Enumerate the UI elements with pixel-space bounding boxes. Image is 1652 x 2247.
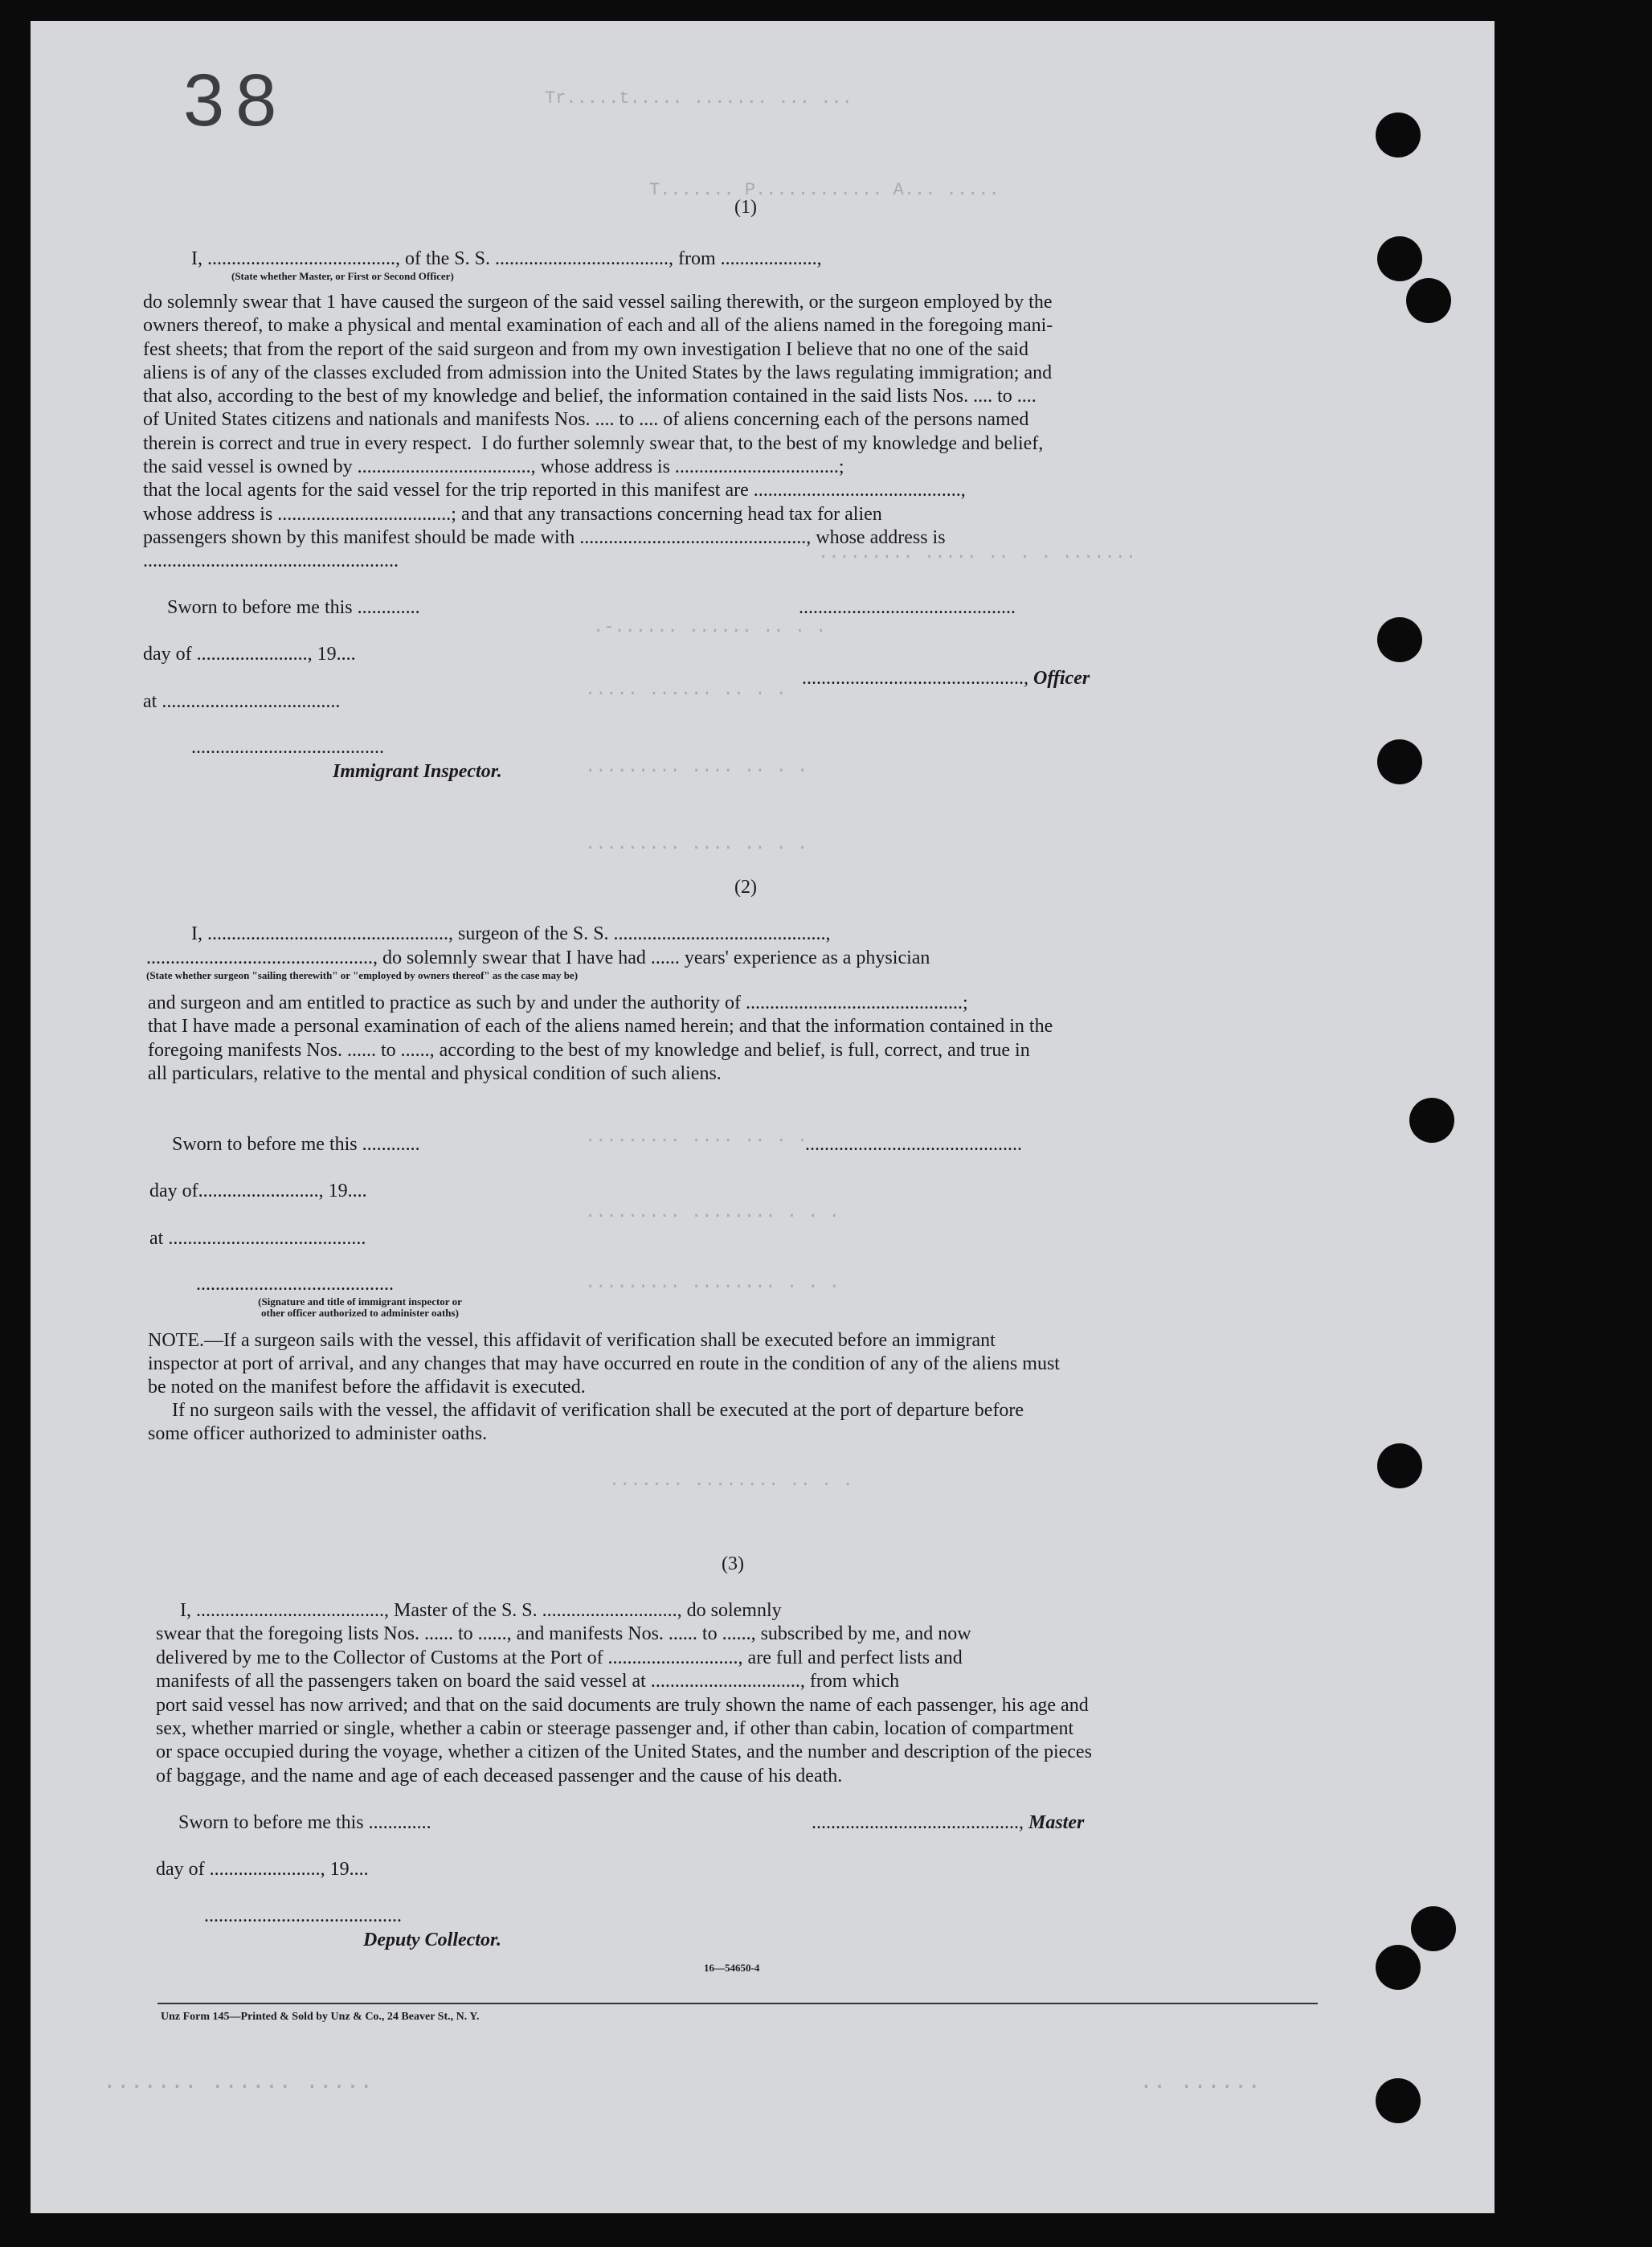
punch-hole (1376, 113, 1421, 158)
section-2-day: day of........................., 19.... (149, 1181, 367, 1201)
master-line: ..........................................., Master (812, 1812, 1085, 1833)
section-1-inspector-label: Immigrant Inspector. (333, 761, 502, 782)
bleed-through-text: .-...... ...... .. . . (593, 617, 827, 637)
section-2-signature-line: ......................................... (196, 1274, 394, 1295)
bleed-through-text: ......... .... .. . . (585, 757, 808, 777)
deputy-collector-label: Deputy Collector. (363, 1930, 501, 1950)
section-2-body: and surgeon and am entitled to practice as such by and under the authority of .............................................; that I have made a personal examination of each of the aliens named herein; and that the information contained in the foregoing manifests Nos. ...... to ......, according to the best of my knowledge and belief, is full, correct, and true in all particulars, relative to the mental and physical condition of such aliens. (148, 993, 1053, 1084)
bleed-through-text: ....... ...... ..... (103, 2070, 374, 2095)
section-1-note: (State whether Master, or First or Second Officer) (231, 270, 454, 282)
verification-note: NOTE.—If a surgeon sails with the vessel, this affidavit of verification shall be executed before an immigrant inspector at port of arrival, and any changes that may have occurred en route in the condition of any of the aliens must be noted on the manifest before the affidavit is executed. If no surgeon sails with the vessel, the affidavit of verification shall be executed at the port of departure before some officer authorized to administer oaths. (148, 1330, 1060, 1444)
section-1-sworn: Sworn to before me this ............. (167, 597, 420, 618)
section-1-opening-line: I, ......................................., of the S. S. ...................................., from ...................., (191, 248, 822, 269)
section-2-signature-note-2: other officer authorized to administer oaths) (261, 1307, 459, 1319)
section-2-right-line: ............................................. (805, 1134, 1022, 1155)
form-code: 16—54650-4 (704, 1962, 760, 1974)
punch-hole (1409, 1098, 1454, 1143)
section-3-day: day of ......................., 19.... (156, 1859, 369, 1880)
section-1-signature-line: ........................................ (191, 737, 384, 758)
section-1-body: do solemnly swear that 1 have caused the surgeon of the said vessel sailing therewith, or the surgeon employed by the owners thereof, to make a physical and mental examination of each and all of the aliens named in the foregoing mani- fest sheets; that from the report of the said surgeon and from my own investigation I believe that no one of the said aliens is of any of the classes excluded from admission into the United States by the laws regulating immigration; and that also, according to the best of my knowledge and belief, the information contained in the said lists Nos. .... to .... of United States citizens and nationals and manifests Nos. .... to .... of aliens concerning each of the persons named therein is correct and true in every respect. I do further solemnly swear that, to the best of my knowledge and belief, the said vessel is owned by ...................................., whose address is ..................................; that the local agents for the said vessel for the trip reported in this manifest are ..........................................., whose address is ....................................; and that any transactions concerning head tax for alien passengers shown by this manifest should be made with ..............................................., whose address is ..................................................... (143, 292, 1053, 572)
bleed-through-text: ......... .... .. . . (585, 834, 808, 854)
footer-rule (157, 2003, 1318, 2004)
section-1-right-line: ............................................. (799, 597, 1016, 618)
punch-hole (1377, 236, 1422, 281)
printer-footer: Unz Form 145—Printed & Sold by Unz & Co., 24 Beaver St., N. Y. (161, 2011, 480, 2023)
section-1-at: at ..................................... (143, 691, 341, 712)
page-number: 38 (183, 59, 288, 141)
section-2-note: (State whether surgeon "sailing therewith" or "employed by owners thereof" as the case may be) (146, 969, 579, 981)
bleed-through-text: ......... ..... .. . . ....... (818, 543, 1137, 563)
punch-hole (1376, 1945, 1421, 1990)
officer-label: Officer (1033, 668, 1090, 689)
bleed-through-text: ....... ........ .. . . (609, 1471, 853, 1491)
section-3-number: (3) (722, 1553, 744, 1574)
section-1-number: (1) (734, 197, 757, 218)
section-1-officer-line: .............................................., Officer (802, 668, 1090, 689)
section-2-sworn: Sworn to before me this ............ (172, 1134, 420, 1155)
section-3-body: I, ......................................., Master of the S. S. ............................, do solemnly swear that the foregoing lists Nos. ...... to ......, and manifests Nos. ...... to ......, subscribed by me, and now delivered by me to the Collector of Customs at the Port of ..........................., are full and perfect lists and manifests of all the passengers taken on board the said vessel at ..............................., from which port said vessel has now arrived; and that on the said documents are truly shown the name of each passenger, his age and sex, whether married or single, whether a cabin or steerage passenger and, if other than cabin, location of compartment or space occupied during the voyage, whether a citizen of the United States, and the number and description of the pieces of baggage, and the name and age of each deceased passenger and the cause of his death. (156, 1600, 1092, 1787)
bleed-through-text: ......... ........ . . . (585, 1202, 840, 1222)
bleed-through-text: ......... .... .. . . (585, 1127, 808, 1147)
bleed-through-text: ..... ...... .. . . (585, 680, 787, 700)
section-2-at: at ......................................... (149, 1228, 366, 1249)
punch-hole (1406, 278, 1451, 323)
punch-hole (1411, 1906, 1456, 1951)
punch-hole (1377, 1443, 1422, 1488)
bleed-through-text: Tr.....t..... ....... ... ... (545, 88, 853, 108)
bleed-through-text: .. ...... (1139, 2070, 1261, 2095)
section-2-signature-note-1: (Signature and title of immigrant inspector or (258, 1295, 462, 1308)
punch-hole (1376, 2078, 1421, 2123)
section-1-day: day of ......................., 19.... (143, 644, 356, 665)
manifest-page (31, 21, 1495, 2213)
punch-hole (1377, 617, 1422, 662)
section-3-sworn: Sworn to before me this ............. (178, 1812, 431, 1833)
section-3-signature-line: ......................................... (204, 1905, 402, 1926)
bleed-through-text: ......... ........ . . . (585, 1273, 840, 1293)
master-label: Master (1028, 1812, 1085, 1833)
section-2-second-line: ..............................................., do solemnly swear that I have had ...... years' experience as a physician (146, 948, 930, 968)
punch-hole (1377, 739, 1422, 784)
section-2-number: (2) (734, 877, 757, 898)
section-2-opening-line: I, .................................................., surgeon of the S. S. ............................................, (191, 923, 831, 944)
bleed-through-text: T....... P............ A... ..... (649, 180, 1000, 200)
